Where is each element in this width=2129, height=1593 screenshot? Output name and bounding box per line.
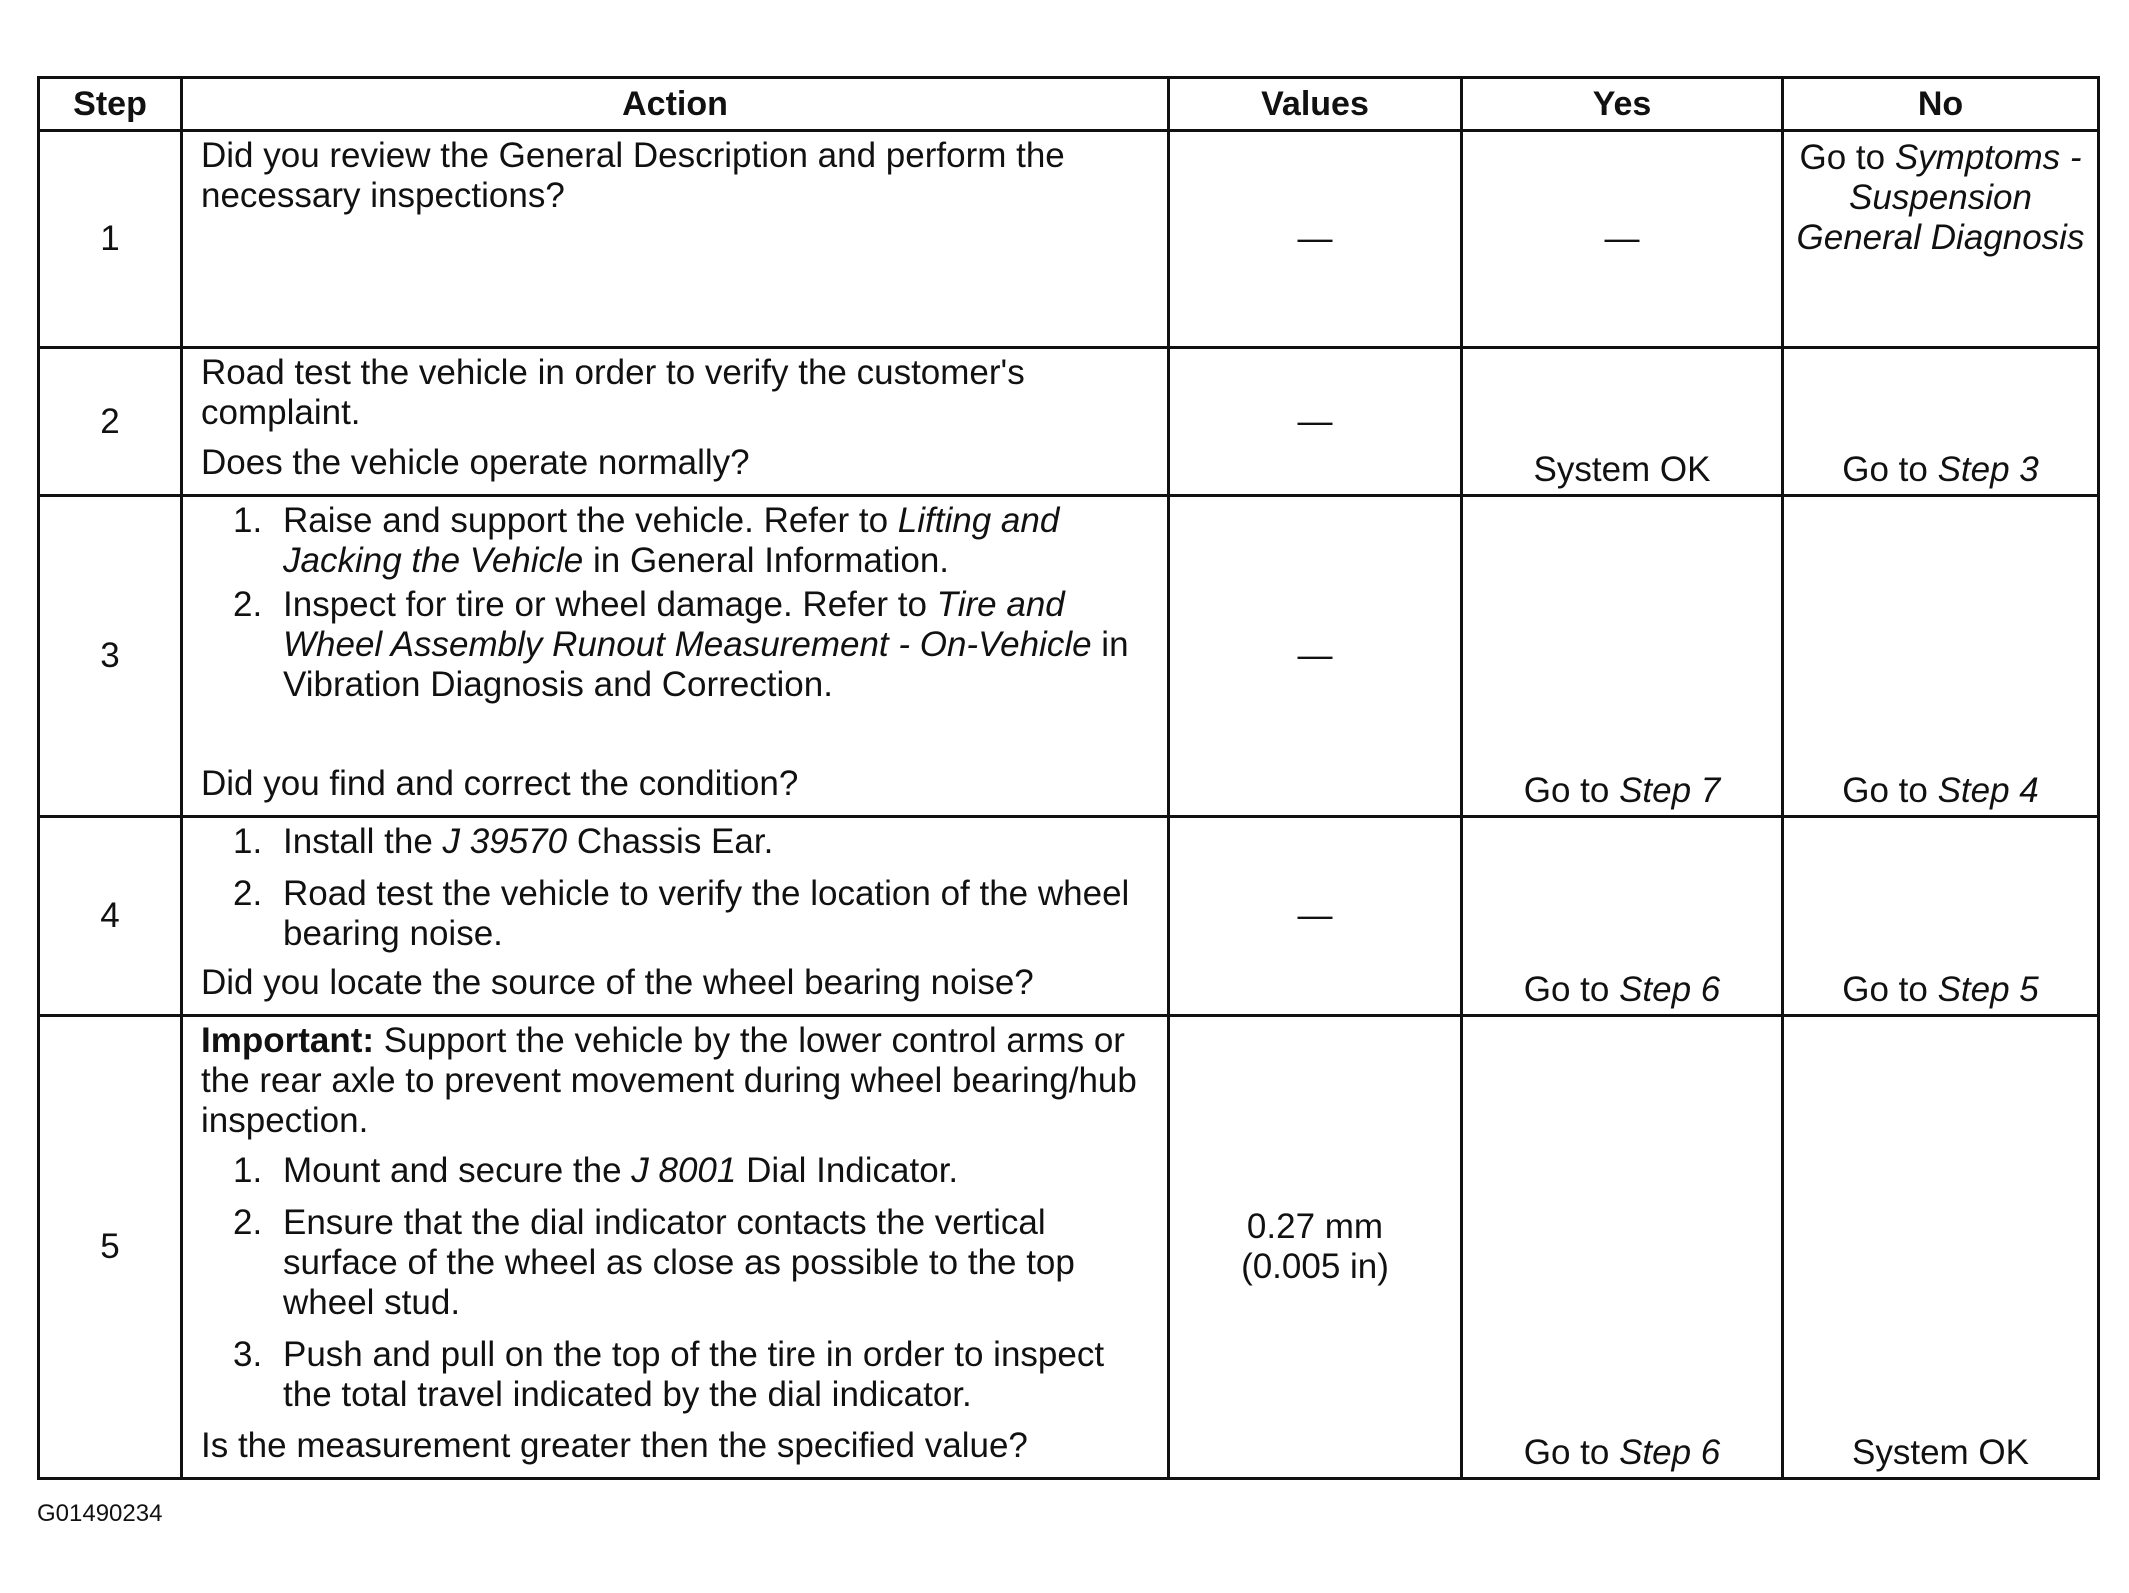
yes-reference-link[interactable]: Step 7: [1619, 771, 1721, 810]
no-cell: [1783, 817, 2099, 1016]
values-cell: —: [1169, 496, 1462, 817]
header-no: No: [1783, 78, 2099, 131]
list-item-text: Inspect for tire or wheel damage. Refer to: [283, 585, 937, 624]
step-number: 4: [39, 817, 182, 1016]
no-reference-link[interactable]: Symptoms - Suspension General Diagnosis: [1796, 138, 2085, 257]
list-item: [201, 1151, 1153, 1191]
list-item-number: 1.: [233, 1151, 263, 1190]
action-content: [183, 349, 1167, 489]
yes-reference-link[interactable]: Step 6: [1619, 1433, 1721, 1472]
list-item-text-end: in Vibration Diagnosis and Correction.: [283, 625, 1129, 704]
list-item-text-end: Chassis Ear.: [567, 822, 774, 861]
action-question: Does the vehicle operate normally?: [201, 443, 750, 482]
action-cell: [182, 131, 1169, 348]
yes-prefix: Go to: [1523, 771, 1620, 810]
action-cell: [182, 1016, 1169, 1479]
list-item-text: Push and pull on the top of the tire in order to inspect the total travel indicated by the dial indicator.: [283, 1335, 1105, 1414]
no-prefix: Go to: [1842, 450, 1938, 489]
header-values: Values: [1169, 78, 1462, 131]
no-prefix: Go to: [1799, 138, 1895, 177]
no-cell: [1783, 348, 2099, 496]
list-item: [201, 585, 1153, 705]
diagnostic-table: [37, 76, 2100, 1480]
list-item-number: 2.: [233, 585, 263, 624]
no-cell: System OK: [1783, 1016, 2099, 1479]
step-number: 5: [39, 1016, 182, 1479]
table-row: [39, 817, 2099, 1016]
list-item: [201, 1335, 1153, 1415]
list-item: [201, 501, 1153, 581]
list-item-text: Install the: [283, 822, 443, 861]
yes-prefix: Go to: [1523, 970, 1620, 1009]
table-row: [39, 348, 2099, 496]
action-cell: [182, 496, 1169, 817]
table-row: [39, 496, 2099, 817]
reference-link[interactable]: J 8001: [631, 1151, 737, 1190]
list-item-text-end: in General Information.: [583, 541, 950, 580]
table-row: [39, 1016, 2099, 1479]
list-item-text: Mount and secure the: [283, 1151, 632, 1190]
yes-cell: [1462, 817, 1783, 1016]
values-cell: —: [1169, 348, 1462, 496]
step-number: 1: [39, 131, 182, 348]
action-content: [183, 1017, 1167, 1470]
action-question: Did you find and correct the condition?: [201, 764, 799, 803]
list-item-number: 3.: [233, 1335, 263, 1374]
values-cell: [1169, 1016, 1462, 1479]
list-item-text: Ensure that the dial indicator contacts the vertical surface of the wheel as close as possible to the top wheel stud.: [283, 1203, 1075, 1322]
reference-link[interactable]: J 39570: [442, 822, 568, 861]
header-action: Action: [182, 78, 1169, 131]
important-label: Important:: [201, 1021, 375, 1060]
action-question: Is the measurement greater then the specified value?: [201, 1426, 1028, 1465]
no-cell: [1783, 131, 2099, 348]
important-note: [201, 1021, 1153, 1141]
action-text: Did you review the General Description and perform the necessary inspections?: [201, 136, 1065, 215]
important-text: Support the vehicle by the lower control arms or the rear axle to prevent movement during wheel bearing/hub inspection.: [201, 1021, 1137, 1140]
action-steps-list: [201, 822, 1153, 954]
yes-cell: System OK: [1462, 348, 1783, 496]
yes-prefix: Go to: [1523, 1433, 1620, 1472]
list-item-number: 2.: [233, 1203, 263, 1242]
no-prefix: Go to: [1842, 771, 1938, 810]
action-steps-list: [201, 1151, 1153, 1415]
yes-reference-link[interactable]: Step 6: [1619, 970, 1721, 1009]
action-cell: [182, 348, 1169, 496]
step-number: 3: [39, 496, 182, 817]
list-item-number: 1.: [233, 501, 263, 540]
action-steps-list: [201, 501, 1153, 705]
values-cell: —: [1169, 817, 1462, 1016]
figure-id-caption: G01490234: [37, 1500, 163, 1527]
yes-cell: [1462, 1016, 1783, 1479]
no-reference-link[interactable]: Step 3: [1937, 450, 2039, 489]
action-content: [183, 818, 1167, 1007]
yes-cell: [1462, 496, 1783, 817]
list-item: [201, 822, 1153, 862]
values-cell: —: [1169, 131, 1462, 348]
header-yes: Yes: [1462, 78, 1783, 131]
list-item-text: Raise and support the vehicle. Refer to: [283, 501, 898, 540]
reference-link[interactable]: Tire and Wheel Assembly Runout Measurement - On-Vehicle: [283, 585, 1092, 664]
no-cell: [1783, 496, 2099, 817]
reference-link[interactable]: Lifting and Jacking the Vehicle: [283, 501, 1060, 580]
table-row: [39, 131, 2099, 348]
no-reference-link[interactable]: Step 4: [1937, 771, 2039, 810]
value-imperial: (0.005 in): [1241, 1247, 1389, 1286]
action-cell: [182, 817, 1169, 1016]
no-reference-link[interactable]: Step 5: [1937, 970, 2039, 1009]
header-row: [39, 78, 2099, 131]
list-item: [201, 1203, 1153, 1323]
no-prefix: Go to: [1842, 970, 1938, 1009]
list-item-number: 2.: [233, 874, 263, 913]
list-item-text: Road test the vehicle to verify the location of the wheel bearing noise.: [283, 874, 1130, 953]
list-item-text-end: Dial Indicator.: [736, 1151, 959, 1190]
list-item-number: 1.: [233, 822, 263, 861]
list-item: [201, 874, 1153, 954]
yes-cell: —: [1462, 131, 1783, 348]
action-question: Did you locate the source of the wheel bearing noise?: [201, 963, 1034, 1002]
action-text: Road test the vehicle in order to verify the customer's complaint.: [201, 353, 1025, 432]
action-content: [183, 497, 1167, 808]
value-metric: 0.27 mm: [1246, 1207, 1384, 1246]
header-step: Step: [39, 78, 182, 131]
step-number: 2: [39, 348, 182, 496]
